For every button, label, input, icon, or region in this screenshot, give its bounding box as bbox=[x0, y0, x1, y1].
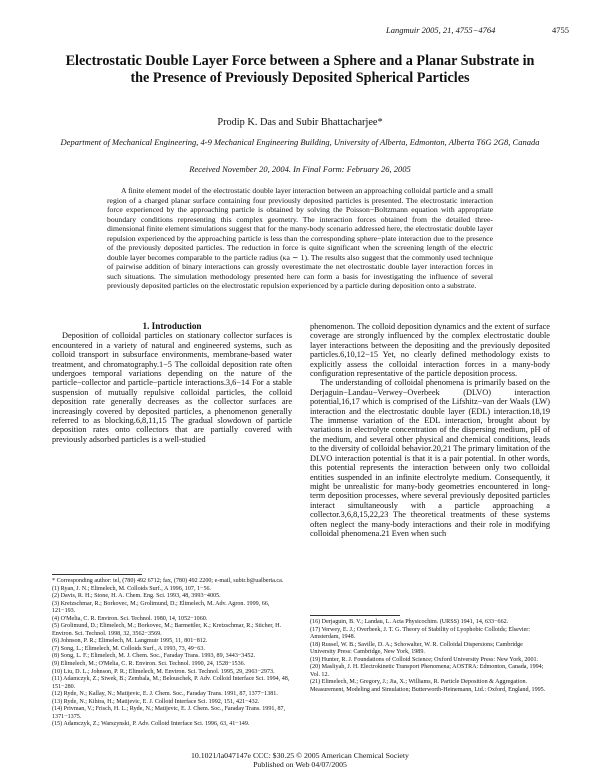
reference-item: (17) Verwey, E. J.; Overbeek, J. T. G. Theory of Stability of Lyophobic Colloids; Elsevier: Amsterdam, 1948. bbox=[310, 626, 531, 641]
reference-item: (1) Ryan, J. N.; Elimelech, M. Colloids Surf., A 1996, 107, 1−56. bbox=[52, 585, 212, 592]
reference-item: (19) Hunter, R. J. Foundations of Colloid Science; Oxford University Press: New York, 2001. bbox=[310, 656, 539, 663]
reference-item: (13) Ryde, N.; Kihira, H.; Matijevic, E. J. Colloid Interface Sci. 1992, 151, 421−432. bbox=[52, 698, 260, 705]
reference-list-left bbox=[52, 578, 292, 729]
reference-item: (10) Liu, D. L.; Johnson, P. R.; Elimelech, M. Environ. Sci. Technol. 1995, 29, 2963−2973. bbox=[52, 668, 275, 675]
author-list: Prodip K. Das and Subir Bhattacharjee* bbox=[217, 117, 383, 128]
body-paragraph: Deposition of colloidal particles on stationary collector surfaces is encountered in a variety of natural and engineered systems, such as colloid transport in subsurface environments, membrane-based water treatment, and chromatography.1−5 The colloidal deposition rate often undergoes temporal variations depending on the nature of the particle−collector and particle−particle interactions.3,6−14 For a stable suspension of mutually repulsive colloidal particles, the colloid deposition rate generally decreases as the collector surfaces are increasingly covered by deposited particles, a phenomenon generally referred to as blocking.6,8,11,15 The gradual slowdown of particle deposition rates onto collectors that are partially covered with previously adsorbed particles is a well-studied bbox=[52, 331, 292, 444]
page-footer bbox=[0, 751, 600, 769]
body-paragraph: phenomenon. The colloid deposition dynamics and the extent of surface coverage are strongly influenced by the complex electrostatic double layer interactions between the depositing and the previously deposited particles.6,10,12−15 Yet, no clearly defined methodology exists to explicitly assess the colloidal interaction forces in a many-body configuration representative of the particle deposition process. bbox=[310, 322, 550, 379]
running-header bbox=[0, 25, 600, 39]
reference-item: * Corresponding author: tel, (780) 492 6712; fax, (780) 492 2200; e-mail, subir.b@ualberta.ca. bbox=[52, 578, 284, 584]
reference-item: (3) Kretzschmar, R.; Borkovec, M.; Grolimund, D.; Elimelech, M. Adv. Agron. 1999, 66, 121−193. bbox=[52, 600, 270, 615]
reference-item: (2) Davis, R. H.; Stone, H. A. Chem. Eng. Sci. 1993, 48, 3993−4005. bbox=[52, 593, 221, 600]
reference-item: (15) Adamczyk, Z.; Warszynski, P. Adv. Colloid Interface Sci. 1996, 63, 41−149. bbox=[52, 721, 250, 728]
reference-item: (9) Elimelech, M.; O'Melia, C. R. Environ. Sci. Technol. 1990, 24, 1528−1536. bbox=[52, 661, 246, 668]
body-column-right bbox=[310, 322, 550, 538]
reference-item: (12) Ryde, N.; Kallay, N.; Matijevic, E. J. Chem. Soc., Faraday Trans. 1991, 87, 1377−1381. bbox=[52, 691, 278, 698]
reference-item: (7) Song, L.; Elimelech, M. Colloids Surf., A 1993, 73, 49−63. bbox=[52, 645, 205, 652]
journal-citation: Langmuir 2005, 21, 4755−4764 bbox=[386, 25, 496, 35]
abstract: A finite element model of the electrostatic double layer interaction between an approaching colloidal particle and a small region of a charged planar surface containing four previously deposited particles is presented. The electrostatic interaction force experienced by the approaching particle is obtained by solving the Poisson−Boltzmann equation with appropriate boundary conditions representing this complex geometry. The interaction forces obtained from the detailed three-dimensional finite element simulations suggest that for the many-body scenario addressed here, the electrostatic double layer repulsion experienced by the approaching particle is less than the corresponding sphere−plate interaction due to the presence of the previously deposited particles. The reduction in force is quite significant when the screening length of the electric double layer becomes comparable to the particle radius (κa ∼ 1). The results also suggest that the commonly used technique of pairwise addition of binary interactions can grossly overestimate the net electrostatic double layer interaction forces in such situations. The simulation methodology presented here can form a basis for investigating the influence of several previously deposited particles on the electrostatic repulsion experienced by a particle during deposition onto a substrate. bbox=[107, 186, 493, 291]
section-heading: 1. Introduction bbox=[142, 321, 202, 331]
reference-item: (6) Johnson, P. R.; Elimelech, M. Langmuir 1995, 11, 801−812. bbox=[52, 638, 208, 645]
reference-item: (5) Grolimund, D.; Elimelech, M.; Borkovec, M.; Barmettler, K.; Kretzschmar, R.; Sticher, H. Environ. Sci. Technol. 1998, 32, 3562−3569. bbox=[52, 623, 282, 637]
doi-line: 10.1021/la047147e CCC: $30.25 © 2005 American Chemical Society bbox=[191, 751, 409, 760]
reference-item: (11) Adamczyk, Z.; Siwek, B.; Zembala, M.; Belouschek, P. Adv. Colloid Interface Sci. 1994, 48, 151−280. bbox=[52, 676, 290, 690]
reference-list-right bbox=[310, 619, 550, 694]
footnote-divider bbox=[52, 574, 142, 575]
body-paragraph: The understanding of colloidal phenomena is primarily based on the Derjaguin−Landau−Verwey−Overbeek (DLVO) interaction potential,16,17 which is comprised of the Lifshitz−van der Waals (LW) interaction and the electrostatic double layer (EDL) interaction.18,19 The immense variation of the EDL interaction, brought about by variations in electrolyte concentration of the dispersing medium, pH of the medium, and several other physical and chemical conditions, leads to the diversity of colloidal behavior.20,21 The primary limitation of the DLVO interaction potential is that it is a pair potential. In other words, this potential represents the interaction between only two colloidal entities suspended in an infinite electrolyte medium. Consequently, it might be unrealistic for many-body geometries encountered in long-term deposition processes, where several previously deposited particles interact simultaneously with a particle approaching a collector.3,6,8,15,22,23 The theoretical treatments of these systems often neglect the many-body interactions and their role in modifying colloidal phenomena.21 Even when such bbox=[310, 378, 550, 538]
reference-item: (18) Russel, W. B.; Saville, D. A.; Schowalter, W. R. Colloidal Dispersions; Cambridge University Press: Cambridge, New York, 1989. bbox=[310, 641, 523, 656]
reference-item: (16) Derjaguin, B. V.; Landau, L. Acta Physicochim. (URSS) 1941, 14, 633−662. bbox=[310, 619, 509, 625]
body-column-left bbox=[52, 322, 292, 444]
reference-item: (8) Song, L. F.; Elimelech, M. J. Chem. Soc., Faraday Trans. 1993, 89, 3443−3452. bbox=[52, 653, 256, 660]
affiliation: Department of Mechanical Engineering, 4-9 Mechanical Engineering Building, University of Alberta, Edmonton, Alberta T6G 2G8, Canada bbox=[60, 137, 540, 147]
footnote-divider bbox=[310, 615, 400, 616]
article-title: Electrostatic Double Layer Force between a Sphere and a Planar Substrate in the Presence of Previously Deposited Spherical Particles bbox=[65, 53, 535, 86]
page-number: 4755 bbox=[552, 25, 569, 35]
reference-item: (14) Privman, V.; Frisch, H. L.; Ryde, N.; Matijevic, E. J. Chem. Soc., Faraday Trans. 1991, 87, 1371−1375. bbox=[52, 706, 286, 720]
reference-item: (21) Elimelech, M.; Gregory, J.; Jia, X.; Williams, R. Particle Deposition & Aggregation. Measurement, Modeling and Simulation; Butterworth-Heinemann, Ltd.: Oxford, England, 1995. bbox=[310, 679, 546, 693]
reference-item: (20) Masliyah, J. H. Electrokinetic Transport Phenomena; AOSTRA: Edmonton, Canada, 1994; Vol. 12. bbox=[310, 664, 544, 678]
reference-item: (4) O'Melia, C. R. Environ. Sci. Technol. 1980, 14, 1052−1060. bbox=[52, 615, 208, 622]
publication-date: Published on Web 04/07/2005 bbox=[253, 760, 347, 769]
received-dates: Received November 20, 2004. In Final Form: February 26, 2005 bbox=[189, 164, 411, 174]
